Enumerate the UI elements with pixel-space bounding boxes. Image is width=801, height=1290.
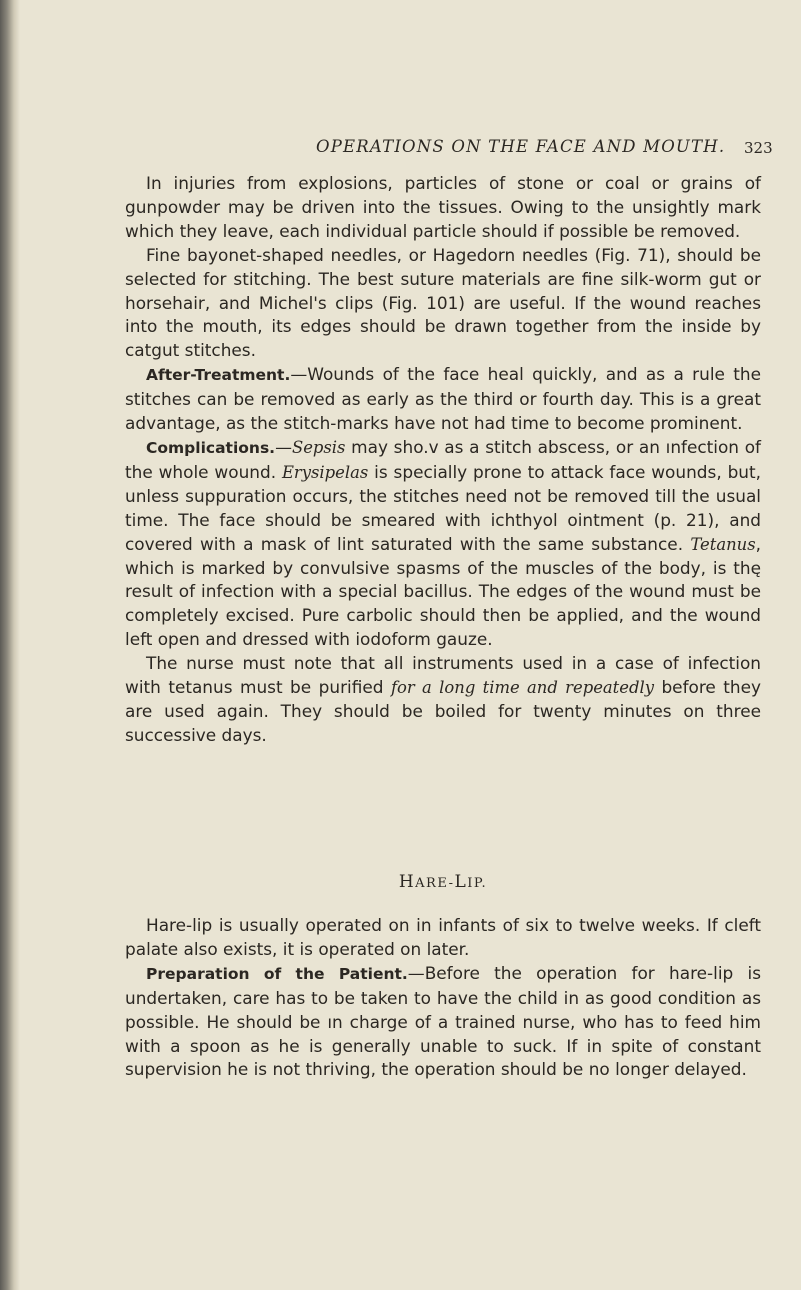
running-head <box>316 133 786 161</box>
paragraph-explosion-injuries: In injuries from explosions, particles of stone or coal or grains of gunpowder may be driven into the tissues. Owing to the unsightly mark which they leave, each individual particle should if possible be removed. <box>125 173 761 241</box>
run-in-heading-complications: Complications. <box>146 438 276 457</box>
page-number: 323 <box>744 139 773 157</box>
paragraph-preparation <box>125 962 761 1083</box>
running-head-title: OPERATIONS ON THE FACE AND MOUTH. <box>316 137 726 156</box>
complications-dash: — <box>275 436 292 457</box>
book-binding-edge <box>0 0 20 1290</box>
heading-small-caps-2: IP. <box>467 876 488 891</box>
preparation-text: —Before the operation for hare-lip is undertaken, care has to be taken to have the child in as good condition as possible. He should be ın charge of a trained nurse, who has to feed him with a spoon as he is generally unable to suck. If in spite of constant supervision he is not thriving, the operation should be no longer delayed. <box>125 962 762 1080</box>
paragraph-hare-lip-age: Hare-lip is usually operated on in infants of six to twelve weeks. If cleft palate also exists, it is operated on later. <box>125 915 761 959</box>
section-heading-hare-lip <box>125 872 761 892</box>
paragraph-nurse-note <box>125 652 761 748</box>
heading-small-caps-1: ARE- <box>415 876 455 891</box>
paragraph-after-treatment <box>125 363 761 436</box>
nurse-note-text-2: before they are used again. They should be boiled for twenty minutes on three successive days. <box>125 677 762 745</box>
complications-text-1: may sho.v as a stitch abscess, or an ınfection of the whole wound. <box>125 436 761 482</box>
emphasis-long-time: for a long time and repeatedly <box>390 678 654 698</box>
paragraph-complications <box>125 436 761 652</box>
after-treatment-text: —Wounds of the face heal quickly, and as a rule the stitches can be removed as early as the third or fourth day. This is a great advantage, as the stitch-marks have not had time to become prominent. <box>125 364 761 434</box>
term-sepsis: Sepsis <box>291 437 346 457</box>
run-in-heading-after-treatment: After-Treatment. <box>146 366 291 385</box>
complications-text-2: is specially prone to attack face wounds, but, unless suppuration occurs, the stitches need not be removed till the usual time. The face should be smeared with ichthyol ointment (p. 21), and covered with a mask of lint saturated with the same substance. <box>125 461 761 554</box>
body-text-section-1 <box>125 172 761 748</box>
nurse-note-text-1: The nurse must note that all instruments used in a case of infection with tetanus must be purified <box>125 653 761 698</box>
complications-text-3: , which is marked by convulsive spasms of the muscles of the body, is thę result of infection with a special bacillus. The edges of the wound must be completely excised. Pure carbolic should then be applied, and the wound left open and dressed with iodoform gauze. <box>125 533 761 650</box>
paragraph-needles: Fine bayonet-shaped needles, or Hagedorn needles (Fig. 71), should be selected for stitching. The best suture materials are fine silk-worm gut or horsehair, and Michel's clips (Fig. 101) are useful. If the wound reaches into the mouth, its edges should be drawn together from the inside by catgut stitches. <box>125 244 761 361</box>
term-erysipelas: Erysipelas <box>281 462 369 482</box>
heading-cap-h: H <box>398 872 416 892</box>
heading-cap-l: L <box>454 872 468 892</box>
term-tetanus: Tetanus <box>690 534 756 554</box>
body-text-section-2 <box>125 914 761 1082</box>
run-in-heading-preparation: Preparation of the Patient. <box>146 964 408 983</box>
